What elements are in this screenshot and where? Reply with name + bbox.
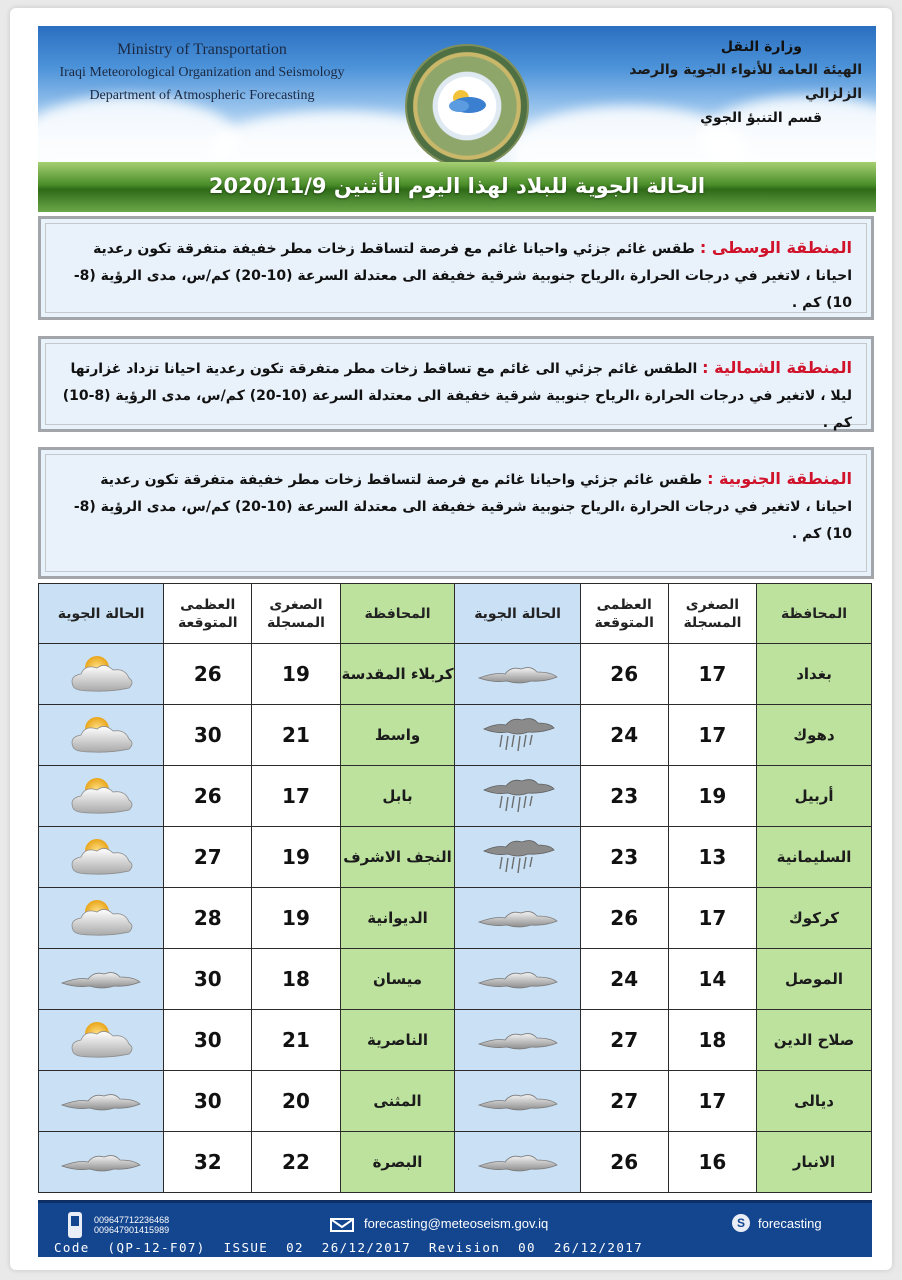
left-min-cell: 19 — [252, 888, 340, 949]
right-province-cell: أربيل — [757, 766, 872, 827]
right-max-cell: 24 — [580, 949, 668, 1010]
header-max-left: العظمى المتوقعة — [164, 584, 252, 644]
rain-cloud-icon — [480, 776, 556, 816]
cloudy-icon — [475, 1027, 561, 1053]
right-max-cell: 27 — [580, 1010, 668, 1071]
right-max-cell: 26 — [580, 1132, 668, 1193]
right-max-cell: 23 — [580, 827, 668, 888]
right-state-cell — [455, 1010, 580, 1071]
left-province-cell: ميسان — [340, 949, 455, 1010]
left-state-cell — [39, 705, 164, 766]
left-state-cell — [39, 888, 164, 949]
table-row — [39, 766, 872, 827]
right-max-cell: 23 — [580, 766, 668, 827]
left-min-cell: 19 — [252, 644, 340, 705]
table-row — [39, 644, 872, 705]
table-row — [39, 949, 872, 1010]
title-bar — [38, 162, 876, 212]
right-min-cell: 18 — [668, 1010, 756, 1071]
header-province-right: المحافظة — [757, 584, 872, 644]
right-province-cell: صلاح الدين — [757, 1010, 872, 1071]
footer-phone-1: 009647712236468 — [94, 1215, 170, 1225]
footer-document-code: Code (QP-12-F07) ISSUE 02 26/12/2017 Revision 00 26/12/2017 — [54, 1240, 644, 1255]
left-max-cell: 32 — [164, 1132, 252, 1193]
table-row — [39, 705, 872, 766]
header-banner — [38, 26, 876, 166]
left-min-cell: 22 — [252, 1132, 340, 1193]
left-max-cell: 30 — [164, 705, 252, 766]
footer-phone-2: 009647901415989 — [94, 1225, 170, 1235]
department-name-ar: قسم التنبؤ الجوي — [700, 110, 822, 126]
rain-cloud-icon — [480, 837, 556, 877]
left-min-cell: 18 — [252, 949, 340, 1010]
left-max-cell: 30 — [164, 1071, 252, 1132]
left-min-cell: 20 — [252, 1071, 340, 1132]
right-max-cell: 26 — [580, 888, 668, 949]
right-state-cell — [455, 888, 580, 949]
left-max-cell: 30 — [164, 1010, 252, 1071]
right-min-cell: 17 — [668, 705, 756, 766]
right-state-cell — [455, 1132, 580, 1193]
left-province-cell: النجف الاشرف — [340, 827, 455, 888]
region-southern-forecast: طقس غائم جزئي واحيانا غائم مع فرصة لتساقط زخات مطر خفيفة متفرقة تكون رعدية احيانا ، لاتغير في درجات الحرارة ،الرياح جنوبية شرقية خفيفة الى معتدلة السرعة (10-20) كم/س، مدى الرؤية (8-10) كم . — [73, 472, 852, 542]
left-min-cell: 17 — [252, 766, 340, 827]
left-min-cell: 21 — [252, 1010, 340, 1071]
left-province-cell: بابل — [340, 766, 455, 827]
region-inner-frame — [45, 343, 867, 431]
partly-cloudy-icon — [67, 774, 135, 818]
left-max-cell: 26 — [164, 766, 252, 827]
right-state-cell — [455, 827, 580, 888]
organization-name-en: Iraqi Meteorological Organization and Seismology — [59, 65, 345, 80]
seal-cloud-icon — [445, 86, 489, 116]
cloudy-icon — [475, 966, 561, 992]
left-state-cell — [39, 1010, 164, 1071]
skype-icon: S — [732, 1214, 750, 1232]
rain-cloud-icon — [480, 715, 556, 755]
left-max-cell: 30 — [164, 949, 252, 1010]
header-max-right: العظمى المتوقعة — [580, 584, 668, 644]
left-state-cell — [39, 949, 164, 1010]
region-northern-text — [60, 354, 852, 437]
partly-cloudy-icon — [67, 835, 135, 879]
left-max-cell: 27 — [164, 827, 252, 888]
region-northern-name: المنطقة الشمالية : — [702, 358, 852, 377]
right-province-cell: ديالى — [757, 1071, 872, 1132]
right-max-cell: 24 — [580, 705, 668, 766]
partly-cloudy-icon — [67, 896, 135, 940]
right-max-cell: 26 — [580, 644, 668, 705]
left-min-cell: 21 — [252, 705, 340, 766]
department-name-en: Department of Atmospheric Forecasting — [89, 88, 315, 103]
left-state-cell — [39, 766, 164, 827]
table-row — [39, 1071, 872, 1132]
right-min-cell: 19 — [668, 766, 756, 827]
footer-email[interactable]: forecasting@meteoseism.gov.iq — [364, 1216, 549, 1231]
cloudy-icon — [58, 966, 144, 992]
right-min-cell: 17 — [668, 888, 756, 949]
right-state-cell — [455, 949, 580, 1010]
left-province-cell: البصرة — [340, 1132, 455, 1193]
cloudy-icon — [475, 1088, 561, 1114]
right-state-cell — [455, 705, 580, 766]
footer-bar — [38, 1200, 872, 1257]
left-province-cell: الناصرية — [340, 1010, 455, 1071]
header-arabic-block — [582, 36, 862, 130]
cloudy-icon — [58, 1149, 144, 1175]
right-min-cell: 17 — [668, 644, 756, 705]
partly-cloudy-icon — [67, 1018, 135, 1062]
right-min-cell: 14 — [668, 949, 756, 1010]
header-province-left: المحافظة — [340, 584, 455, 644]
header-english-block — [52, 38, 352, 107]
region-central-box — [38, 216, 874, 320]
right-province-cell: الموصل — [757, 949, 872, 1010]
table-row — [39, 888, 872, 949]
right-state-cell — [455, 766, 580, 827]
right-min-cell: 13 — [668, 827, 756, 888]
table-header-row — [39, 584, 872, 644]
ministry-name-ar: وزارة النقل — [720, 39, 802, 55]
region-northern-forecast: الطقس غائم جزئي الى غائم مع تساقط زخات مطر متفرقة تكون رعدية احيانا تزداد غزارتها ليلا ، لاتغير في درجات الحرارة ،الرياح جنوبية شرقية خفيفة الى معتدلة السرعة (10-20) كم/س، مدى الرؤية (8-10) كم . — [62, 361, 852, 431]
right-min-cell: 16 — [668, 1132, 756, 1193]
region-southern-text — [60, 465, 852, 548]
right-max-cell: 27 — [580, 1071, 668, 1132]
region-central-text — [60, 234, 852, 317]
cloudy-icon — [58, 1088, 144, 1114]
right-province-cell: الانبار — [757, 1132, 872, 1193]
left-province-cell: كربلاء المقدسة — [340, 644, 455, 705]
left-min-cell: 19 — [252, 827, 340, 888]
table-row — [39, 1010, 872, 1071]
footer-skype[interactable]: forecasting — [758, 1216, 822, 1231]
cloudy-icon — [475, 1149, 561, 1175]
right-province-cell: السليمانية — [757, 827, 872, 888]
left-max-cell: 26 — [164, 644, 252, 705]
table-row — [39, 1132, 872, 1193]
partly-cloudy-icon — [67, 713, 135, 757]
left-state-cell — [39, 827, 164, 888]
region-southern-name: المنطقة الجنوبية : — [707, 469, 852, 488]
header-min-left: الصغرى المسجلة — [252, 584, 340, 644]
right-province-cell: كركوك — [757, 888, 872, 949]
cloudy-icon — [475, 905, 561, 931]
phone-icon — [68, 1212, 82, 1238]
left-province-cell: المثنى — [340, 1071, 455, 1132]
organization-seal-icon — [405, 44, 529, 166]
page-title: الحالة الجوية للبلاد لهذا اليوم الأثنين 2020/11/9 — [208, 174, 706, 198]
left-province-cell: الديوانية — [340, 888, 455, 949]
left-state-cell — [39, 644, 164, 705]
left-state-cell — [39, 1132, 164, 1193]
right-province-cell: بغداد — [757, 644, 872, 705]
footer-phones — [94, 1215, 169, 1235]
table-row — [39, 827, 872, 888]
right-min-cell: 17 — [668, 1071, 756, 1132]
weather-table — [38, 583, 872, 1193]
region-inner-frame — [45, 223, 867, 313]
right-state-cell — [455, 1071, 580, 1132]
left-state-cell — [39, 1071, 164, 1132]
right-state-cell — [455, 644, 580, 705]
left-province-cell: واسط — [340, 705, 455, 766]
region-central-name: المنطقة الوسطى : — [699, 238, 852, 257]
ministry-name-en: Ministry of Transportation — [117, 41, 287, 58]
region-northern-box — [38, 336, 874, 432]
right-province-cell: دهوك — [757, 705, 872, 766]
region-central-forecast: طقس غائم جزئي واحيانا غائم مع فرصة لتساقط زخات مطر خفيفة متفرقة تكون رعدية احيانا ، لاتغير في درجات الحرارة ،الرياح جنوبية شرقية خفيفة الى معتدلة السرعة (10-20) كم/س، مدى الرؤية (8-10) كم . — [73, 241, 852, 311]
left-max-cell: 28 — [164, 888, 252, 949]
header-min-right: الصغرى المسجلة — [668, 584, 756, 644]
header-state-right: الحالة الجوية — [455, 584, 580, 644]
region-inner-frame — [45, 454, 867, 572]
partly-cloudy-icon — [67, 652, 135, 696]
cloudy-icon — [475, 661, 561, 687]
region-southern-box — [38, 447, 874, 579]
email-icon — [330, 1218, 354, 1232]
organization-name-ar: الهيئة العامة للأنواء الجوية والرصد الزلزالي — [629, 62, 862, 102]
header-state-left: الحالة الجوية — [39, 584, 164, 644]
